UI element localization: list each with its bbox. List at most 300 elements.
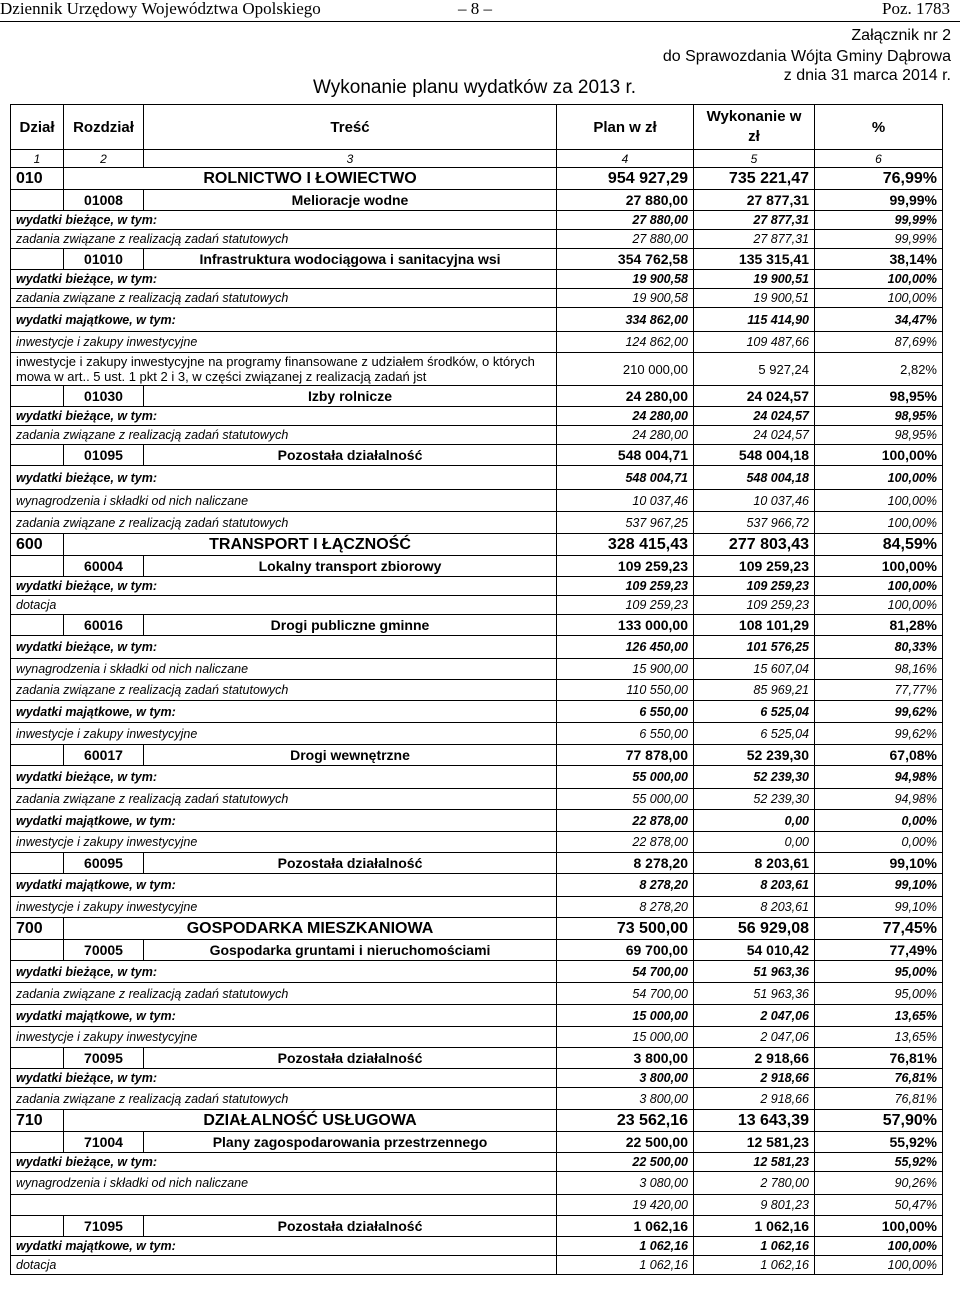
- percent-value: 0,00%: [815, 832, 943, 853]
- percent-value: 98,95%: [815, 386, 943, 407]
- dzial-blank: [11, 249, 64, 270]
- page-number: – 8 –: [458, 0, 492, 18]
- row-label: wydatki bieżące, w tym:: [11, 466, 557, 490]
- execution-value: 24 024,57: [694, 386, 815, 407]
- percent-value: 77,77%: [815, 680, 943, 701]
- section-row: [11, 1110, 943, 1132]
- plan-value: 3 800,00: [557, 1048, 694, 1069]
- percent-value: 100,00%: [815, 596, 943, 615]
- plan-value: 19 900,58: [557, 289, 694, 308]
- col-rozdzial-header: Rozdział: [64, 105, 144, 150]
- execution-value: 12 581,23: [694, 1132, 815, 1153]
- percent-value: 99,99%: [815, 211, 943, 230]
- dzial-blank: [11, 745, 64, 766]
- rozdzial-code: 60095: [64, 853, 144, 874]
- execution-value: 735 221,47: [694, 168, 815, 190]
- dzial-code: 710: [11, 1110, 64, 1132]
- execution-value: 108 101,29: [694, 615, 815, 636]
- rozdzial-code: 71004: [64, 1132, 144, 1153]
- row-label: inwestycje i zakupy inwestycyjne: [11, 897, 557, 918]
- execution-value: 101 576,25: [694, 636, 815, 659]
- percent-value: 100,00%: [815, 1237, 943, 1256]
- detail-row: [11, 789, 943, 810]
- detail-row: [11, 766, 943, 789]
- subsection-row: [11, 745, 943, 766]
- plan-value: 548 004,71: [557, 445, 694, 466]
- detail-row: [11, 680, 943, 701]
- row-label: zadania związane z realizacją zadań statutowych: [11, 789, 557, 810]
- subsection-row: [11, 445, 943, 466]
- plan-value: 548 004,71: [557, 466, 694, 490]
- percent-value: 90,26%: [815, 1172, 943, 1195]
- subsection-name: Infrastruktura wodociągowa i sanitacyjna wsi: [144, 249, 557, 270]
- dzial-blank: [11, 386, 64, 407]
- subsection-name: Pozostała działalność: [144, 853, 557, 874]
- execution-value: 8 203,61: [694, 874, 815, 897]
- execution-value: 2 918,66: [694, 1088, 815, 1110]
- row-label: wydatki bieżące, w tym:: [11, 270, 557, 289]
- plan-value: 6 550,00: [557, 723, 694, 745]
- plan-value: 77 878,00: [557, 745, 694, 766]
- row-label: wydatki majątkowe, w tym:: [11, 308, 557, 332]
- execution-value: 51 963,36: [694, 983, 815, 1005]
- detail-row: [11, 211, 943, 230]
- execution-value: 6 525,04: [694, 701, 815, 723]
- annex-line-1: Załącznik nr 2: [851, 27, 951, 44]
- plan-value: 954 927,29: [557, 168, 694, 190]
- row-label: zadania związane z realizacją zadań statutowych: [11, 1088, 557, 1110]
- col-plan-header: Plan w zł: [557, 105, 694, 150]
- plan-value: 8 278,20: [557, 897, 694, 918]
- row-label: wynagrodzenia i składki od nich naliczane: [11, 1172, 557, 1195]
- plan-value: 23 562,16: [557, 1110, 694, 1132]
- row-label: inwestycje i zakupy inwestycyjne na programy finansowane z udziałem środków, o których mowa w art.. 5 ust. 1 pkt 2 i 3, w części związanej z realizacją zadań jst: [11, 353, 557, 386]
- subsection-row: [11, 1216, 943, 1237]
- document-title: Wykonanie planu wydatków za 2013 r.: [313, 77, 637, 98]
- execution-value: 8 203,61: [694, 897, 815, 918]
- col-number: 5: [694, 150, 815, 168]
- percent-value: 2,82%: [815, 353, 943, 386]
- percent-value: 94,98%: [815, 766, 943, 789]
- plan-value: 73 500,00: [557, 918, 694, 940]
- rozdzial-code: 01010: [64, 249, 144, 270]
- row-label: wydatki majątkowe, w tym:: [11, 1005, 557, 1027]
- plan-value: 8 278,20: [557, 874, 694, 897]
- detail-row: [11, 1005, 943, 1027]
- subsection-row: [11, 940, 943, 961]
- row-label: wydatki majątkowe, w tym:: [11, 874, 557, 897]
- subsection-name: Drogi wewnętrzne: [144, 745, 557, 766]
- percent-value: 100,00%: [815, 556, 943, 577]
- percent-value: 13,65%: [815, 1005, 943, 1027]
- rozdzial-code: 71095: [64, 1216, 144, 1237]
- percent-value: 80,33%: [815, 636, 943, 659]
- percent-value: 76,81%: [815, 1048, 943, 1069]
- rozdzial-code: 60004: [64, 556, 144, 577]
- detail-row: [11, 1027, 943, 1048]
- rozdzial-code: 70095: [64, 1048, 144, 1069]
- percent-value: 98,95%: [815, 426, 943, 445]
- plan-value: 22 500,00: [557, 1153, 694, 1172]
- execution-value: 0,00: [694, 810, 815, 832]
- dzial-blank: [11, 556, 64, 577]
- plan-value: 24 280,00: [557, 426, 694, 445]
- dzial-blank: [11, 190, 64, 211]
- percent-value: 57,90%: [815, 1110, 943, 1132]
- execution-value: 24 024,57: [694, 426, 815, 445]
- row-label: wydatki majątkowe, w tym:: [11, 810, 557, 832]
- execution-value: 51 963,36: [694, 961, 815, 983]
- plan-value: 334 862,00: [557, 308, 694, 332]
- percent-value: 55,92%: [815, 1153, 943, 1172]
- execution-value: 52 239,30: [694, 745, 815, 766]
- detail-row: [11, 332, 943, 353]
- detail-row: [11, 407, 943, 426]
- plan-value: 24 280,00: [557, 386, 694, 407]
- col-number: 4: [557, 150, 694, 168]
- subsection-name: Melioracje wodne: [144, 190, 557, 211]
- col-wykonanie-header: Wykonanie w zł: [694, 105, 815, 150]
- percent-value: 55,92%: [815, 1132, 943, 1153]
- plan-value: 354 762,58: [557, 249, 694, 270]
- section-row: [11, 168, 943, 190]
- plan-value: 1 062,16: [557, 1216, 694, 1237]
- percent-value: 67,08%: [815, 745, 943, 766]
- plan-value: 15 900,00: [557, 659, 694, 680]
- percent-value: 100,00%: [815, 512, 943, 534]
- plan-value: 10 037,46: [557, 490, 694, 512]
- plan-value: 55 000,00: [557, 766, 694, 789]
- execution-value: 0,00: [694, 832, 815, 853]
- row-label: zadania związane z realizacją zadań statutowych: [11, 512, 557, 534]
- detail-row: [11, 353, 943, 386]
- execution-value: 10 037,46: [694, 490, 815, 512]
- execution-value: 109 259,23: [694, 596, 815, 615]
- plan-value: 124 862,00: [557, 332, 694, 353]
- subsection-name: Pozostała działalność: [144, 1048, 557, 1069]
- plan-value: 3 800,00: [557, 1088, 694, 1110]
- row-label: [11, 1195, 557, 1216]
- subsection-name: Lokalny transport zbiorowy: [144, 556, 557, 577]
- subsection-name: Pozostała działalność: [144, 1216, 557, 1237]
- plan-value: 133 000,00: [557, 615, 694, 636]
- row-label: dotacja: [11, 596, 557, 615]
- journal-title: Dziennik Urzędowy Województwa Opolskiego: [0, 0, 321, 18]
- plan-value: 109 259,23: [557, 596, 694, 615]
- row-label: wydatki majątkowe, w tym:: [11, 701, 557, 723]
- plan-value: 54 700,00: [557, 961, 694, 983]
- detail-row: [11, 230, 943, 249]
- plan-value: 54 700,00: [557, 983, 694, 1005]
- row-label: wydatki bieżące, w tym:: [11, 961, 557, 983]
- row-label: zadania związane z realizacją zadań statutowych: [11, 983, 557, 1005]
- detail-row: [11, 1069, 943, 1088]
- execution-value: 6 525,04: [694, 723, 815, 745]
- subsection-row: [11, 1132, 943, 1153]
- row-label: zadania związane z realizacją zadań statutowych: [11, 230, 557, 249]
- execution-value: 548 004,18: [694, 445, 815, 466]
- rozdzial-code: 01008: [64, 190, 144, 211]
- row-label: wydatki bieżące, w tym:: [11, 1153, 557, 1172]
- execution-value: 27 877,31: [694, 230, 815, 249]
- execution-value: 15 607,04: [694, 659, 815, 680]
- percent-value: 87,69%: [815, 332, 943, 353]
- rozdzial-code: 60016: [64, 615, 144, 636]
- execution-value: 27 877,31: [694, 211, 815, 230]
- section-name: DZIAŁALNOŚĆ USŁUGOWA: [64, 1110, 557, 1132]
- execution-value: 52 239,30: [694, 766, 815, 789]
- plan-value: 15 000,00: [557, 1027, 694, 1048]
- execution-value: 548 004,18: [694, 466, 815, 490]
- percent-value: 100,00%: [815, 1256, 943, 1275]
- plan-value: 109 259,23: [557, 556, 694, 577]
- execution-value: 2 047,06: [694, 1027, 815, 1048]
- percent-value: 13,65%: [815, 1027, 943, 1048]
- detail-row: [11, 577, 943, 596]
- percent-value: 76,81%: [815, 1088, 943, 1110]
- execution-value: 19 900,51: [694, 270, 815, 289]
- percent-value: 38,14%: [815, 249, 943, 270]
- plan-value: 15 000,00: [557, 1005, 694, 1027]
- plan-value: 19 900,58: [557, 270, 694, 289]
- row-label: inwestycje i zakupy inwestycyjne: [11, 332, 557, 353]
- percent-value: 99,99%: [815, 230, 943, 249]
- section-name: TRANSPORT I ŁĄCZNOŚĆ: [64, 534, 557, 556]
- execution-value: 2 780,00: [694, 1172, 815, 1195]
- expenditure-table: [10, 104, 943, 1275]
- rozdzial-code: 01030: [64, 386, 144, 407]
- execution-value: 9 801,23: [694, 1195, 815, 1216]
- row-label: zadania związane z realizacją zadań statutowych: [11, 680, 557, 701]
- plan-value: 22 878,00: [557, 832, 694, 853]
- percent-value: 100,00%: [815, 1216, 943, 1237]
- execution-value: 8 203,61: [694, 853, 815, 874]
- percent-value: 99,62%: [815, 723, 943, 745]
- col-number: 1: [11, 150, 64, 168]
- detail-row: [11, 308, 943, 332]
- percent-value: 100,00%: [815, 445, 943, 466]
- percent-value: 77,49%: [815, 940, 943, 961]
- execution-value: 537 966,72: [694, 512, 815, 534]
- row-label: wynagrodzenia i składki od nich naliczane: [11, 659, 557, 680]
- subsection-row: [11, 386, 943, 407]
- detail-row: [11, 1088, 943, 1110]
- execution-value: 2 918,66: [694, 1069, 815, 1088]
- percent-value: 100,00%: [815, 466, 943, 490]
- percent-value: 100,00%: [815, 289, 943, 308]
- plan-value: 55 000,00: [557, 789, 694, 810]
- plan-value: 27 880,00: [557, 230, 694, 249]
- section-row: [11, 918, 943, 940]
- detail-row: [11, 983, 943, 1005]
- detail-row: [11, 426, 943, 445]
- plan-value: 22 878,00: [557, 810, 694, 832]
- plan-value: 19 420,00: [557, 1195, 694, 1216]
- execution-value: 13 643,39: [694, 1110, 815, 1132]
- dzial-code: 010: [11, 168, 64, 190]
- percent-value: 50,47%: [815, 1195, 943, 1216]
- detail-row: [11, 1172, 943, 1195]
- execution-value: 1 062,16: [694, 1237, 815, 1256]
- detail-row: [11, 289, 943, 308]
- dzial-blank: [11, 615, 64, 636]
- section-name: GOSPODARKA MIESZKANIOWA: [64, 918, 557, 940]
- plan-value: 8 278,20: [557, 853, 694, 874]
- percent-value: 99,10%: [815, 853, 943, 874]
- row-label: wydatki bieżące, w tym:: [11, 577, 557, 596]
- row-label: zadania związane z realizacją zadań statutowych: [11, 289, 557, 308]
- percent-value: 34,47%: [815, 308, 943, 332]
- plan-value: 1 062,16: [557, 1256, 694, 1275]
- col-number: 2: [64, 150, 144, 168]
- subsection-row: [11, 1048, 943, 1069]
- percent-value: 99,99%: [815, 190, 943, 211]
- dzial-blank: [11, 445, 64, 466]
- header-rule: [0, 21, 960, 22]
- detail-row: [11, 701, 943, 723]
- detail-row: [11, 723, 943, 745]
- execution-value: 1 062,16: [694, 1216, 815, 1237]
- plan-value: 24 280,00: [557, 407, 694, 426]
- percent-value: 76,81%: [815, 1069, 943, 1088]
- percent-value: 99,10%: [815, 874, 943, 897]
- dzial-blank: [11, 940, 64, 961]
- percent-value: 77,45%: [815, 918, 943, 940]
- row-label: inwestycje i zakupy inwestycyjne: [11, 723, 557, 745]
- dzial-blank: [11, 1216, 64, 1237]
- col-dzial-header: Dział: [11, 105, 64, 150]
- subsection-name: Pozostała działalność: [144, 445, 557, 466]
- row-label: wydatki bieżące, w tym:: [11, 1069, 557, 1088]
- percent-value: 99,10%: [815, 897, 943, 918]
- row-label: wydatki bieżące, w tym:: [11, 766, 557, 789]
- row-label: dotacja: [11, 1256, 557, 1275]
- execution-value: 56 929,08: [694, 918, 815, 940]
- detail-row: [11, 596, 943, 615]
- col-number: 3: [144, 150, 557, 168]
- rozdzial-code: 01095: [64, 445, 144, 466]
- annex-line-3: z dnia 31 marca 2014 r.: [783, 67, 951, 84]
- subsection-row: [11, 249, 943, 270]
- detail-row: [11, 1153, 943, 1172]
- detail-row: [11, 832, 943, 853]
- subsection-row: [11, 853, 943, 874]
- subsection-name: Gospodarka gruntami i nieruchomościami: [144, 940, 557, 961]
- row-label: inwestycje i zakupy inwestycyjne: [11, 832, 557, 853]
- execution-value: 1 062,16: [694, 1256, 815, 1275]
- plan-value: 69 700,00: [557, 940, 694, 961]
- section-name: ROLNICTWO I ŁOWIECTWO: [64, 168, 557, 190]
- detail-row: [11, 961, 943, 983]
- execution-value: 19 900,51: [694, 289, 815, 308]
- row-label: wydatki bieżące, w tym:: [11, 636, 557, 659]
- rozdzial-code: 70005: [64, 940, 144, 961]
- column-header-row: [11, 105, 943, 150]
- execution-value: 109 259,23: [694, 556, 815, 577]
- subsection-row: [11, 615, 943, 636]
- plan-value: 27 880,00: [557, 190, 694, 211]
- subsection-row: [11, 556, 943, 577]
- plan-value: 6 550,00: [557, 701, 694, 723]
- row-label: inwestycje i zakupy inwestycyjne: [11, 1027, 557, 1048]
- plan-value: 109 259,23: [557, 577, 694, 596]
- page-header: [0, 0, 960, 22]
- detail-row: [11, 897, 943, 918]
- percent-value: 84,59%: [815, 534, 943, 556]
- percent-value: 0,00%: [815, 810, 943, 832]
- subsection-name: Drogi publiczne gminne: [144, 615, 557, 636]
- subsection-name: Izby rolnicze: [144, 386, 557, 407]
- detail-row: [11, 512, 943, 534]
- execution-value: 2 918,66: [694, 1048, 815, 1069]
- percent-value: 100,00%: [815, 270, 943, 289]
- plan-value: 328 415,43: [557, 534, 694, 556]
- execution-value: 54 010,42: [694, 940, 815, 961]
- detail-row: [11, 270, 943, 289]
- row-label: wydatki bieżące, w tym:: [11, 407, 557, 426]
- percent-value: 81,28%: [815, 615, 943, 636]
- subsection-row: [11, 190, 943, 211]
- percent-value: 98,16%: [815, 659, 943, 680]
- col-tresc-header: Treść: [144, 105, 557, 150]
- execution-value: 27 877,31: [694, 190, 815, 211]
- percent-value: 95,00%: [815, 961, 943, 983]
- rozdzial-code: 60017: [64, 745, 144, 766]
- percent-value: 94,98%: [815, 789, 943, 810]
- dzial-blank: [11, 1048, 64, 1069]
- execution-value: 52 239,30: [694, 789, 815, 810]
- row-label: zadania związane z realizacją zadań statutowych: [11, 426, 557, 445]
- plan-value: 1 062,16: [557, 1237, 694, 1256]
- detail-row: [11, 1237, 943, 1256]
- percent-value: 100,00%: [815, 490, 943, 512]
- execution-value: 24 024,57: [694, 407, 815, 426]
- plan-value: 210 000,00: [557, 353, 694, 386]
- execution-value: 12 581,23: [694, 1153, 815, 1172]
- detail-row: [11, 1195, 943, 1216]
- detail-row: [11, 636, 943, 659]
- execution-value: 277 803,43: [694, 534, 815, 556]
- execution-value: 109 487,66: [694, 332, 815, 353]
- percent-value: 98,95%: [815, 407, 943, 426]
- percent-value: 76,99%: [815, 168, 943, 190]
- col-number: 6: [815, 150, 943, 168]
- percent-value: 100,00%: [815, 577, 943, 596]
- dzial-code: 700: [11, 918, 64, 940]
- detail-row: [11, 490, 943, 512]
- detail-row: [11, 466, 943, 490]
- execution-value: 115 414,90: [694, 308, 815, 332]
- plan-value: 3 080,00: [557, 1172, 694, 1195]
- plan-value: 537 967,25: [557, 512, 694, 534]
- plan-value: 110 550,00: [557, 680, 694, 701]
- row-label: wydatki bieżące, w tym:: [11, 211, 557, 230]
- detail-row: [11, 659, 943, 680]
- annex-line-2: do Sprawozdania Wójta Gminy Dąbrowa: [662, 48, 951, 65]
- column-number-row: [11, 150, 943, 168]
- dzial-blank: [11, 1132, 64, 1153]
- percent-value: 99,62%: [815, 701, 943, 723]
- subsection-name: Plany zagospodarowania przestrzennego: [144, 1132, 557, 1153]
- percent-value: 95,00%: [815, 983, 943, 1005]
- dzial-code: 600: [11, 534, 64, 556]
- execution-value: 109 259,23: [694, 577, 815, 596]
- execution-value: 5 927,24: [694, 353, 815, 386]
- plan-value: 3 800,00: [557, 1069, 694, 1088]
- dzial-blank: [11, 853, 64, 874]
- execution-value: 135 315,41: [694, 249, 815, 270]
- plan-value: 22 500,00: [557, 1132, 694, 1153]
